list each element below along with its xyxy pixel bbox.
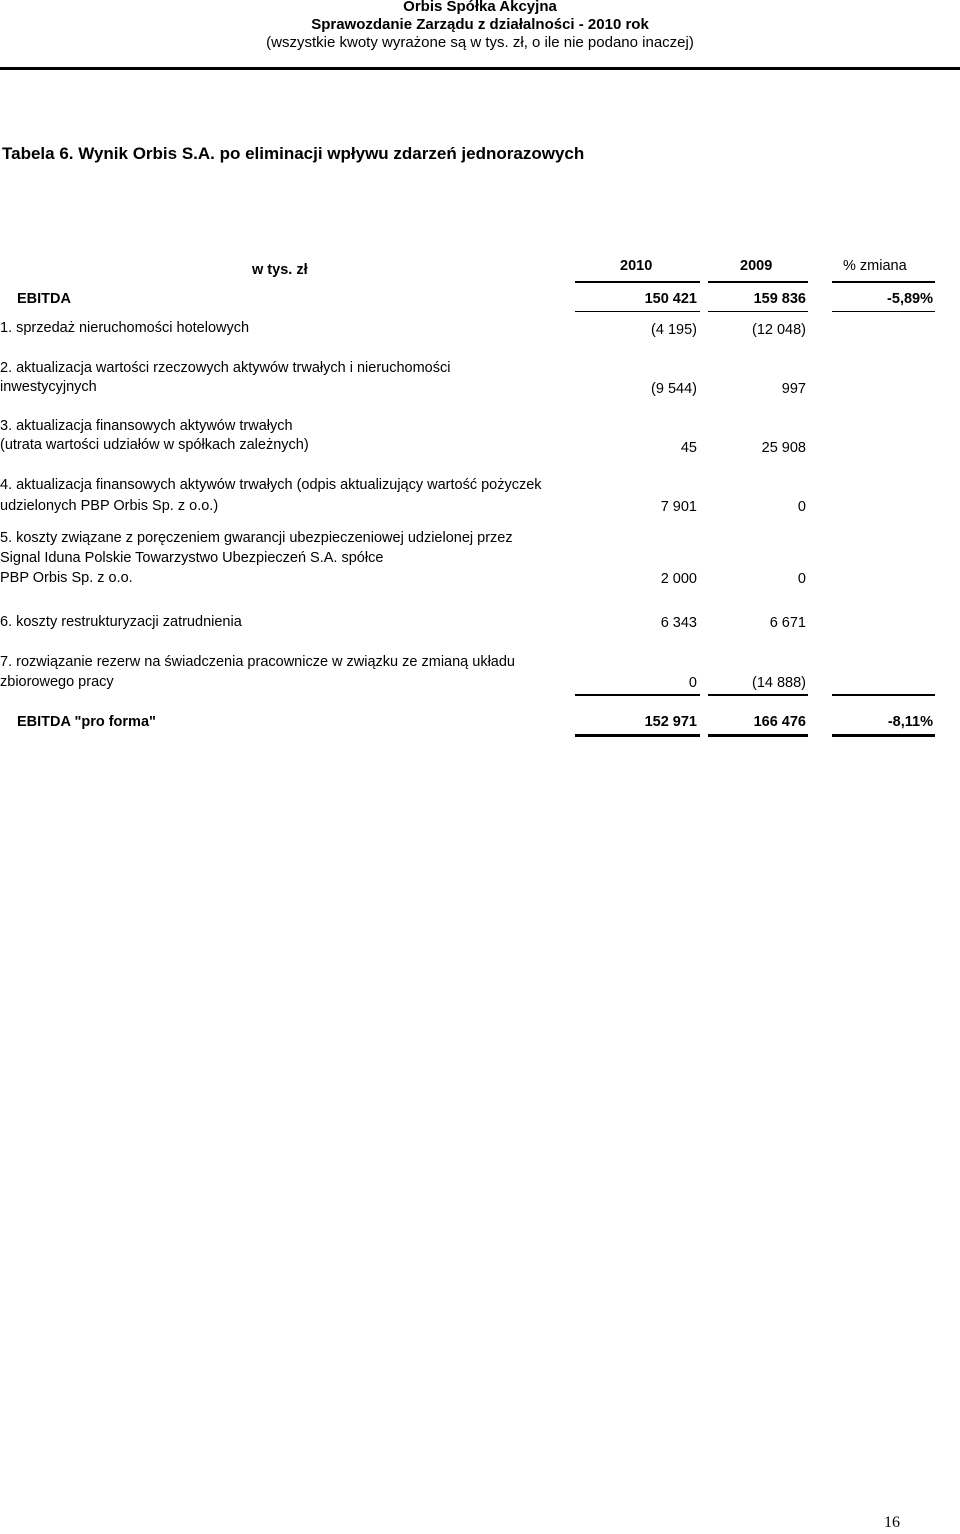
row-label-line: zbiorowego pracy <box>0 674 114 690</box>
row-value-2009: 25 908 <box>761 440 806 456</box>
row-label-line: PBP Orbis Sp. z o.o. <box>0 570 133 586</box>
ebitda-underline-change <box>832 311 935 312</box>
row-label-line: inwestycyjnych <box>0 379 97 395</box>
page-number: 16 <box>884 1514 900 1531</box>
row-value-2009: 997 <box>781 381 806 397</box>
row-label-line: (utrata wartości udziałów w spółkach zależnych) <box>0 437 309 453</box>
row-value-2009: 0 <box>797 499 806 515</box>
header-underline-2010 <box>575 281 700 283</box>
ebitda-pro-forma-change: -8,11% <box>887 714 933 730</box>
year-2009-header: 2009 <box>740 258 773 274</box>
row-label-line: 3. aktualizacja finansowych aktywów trwałych <box>0 418 293 434</box>
row-value-2010: 0 <box>688 675 697 691</box>
ebitda-pro-forma-2010: 152 971 <box>644 714 697 730</box>
row-label-line: 4. aktualizacja finansowych aktywów trwałych (odpis aktualizujący wartość pożyczek <box>0 477 542 493</box>
row-label: 6. koszty restrukturyzacji zatrudnienia <box>0 614 242 630</box>
row-value-2009: 6 671 <box>769 615 806 631</box>
subtotal-underline-2009 <box>708 694 808 696</box>
amounts-note: (wszystkie kwoty wyrażone są w tys. zł, o ile nie podano inaczej) <box>266 34 694 51</box>
total-underline-change <box>832 734 935 737</box>
row-label-line: Signal Iduna Polskie Towarzystwo Ubezpieczeń S.A. spółce <box>0 550 384 566</box>
ebitda-underline-2010 <box>575 311 700 312</box>
ebitda-2010: 150 421 <box>644 291 697 307</box>
year-2010-header: 2010 <box>620 258 653 274</box>
table-title: Tabela 6. Wynik Orbis S.A. po eliminacji wpływu zdarzeń jednorazowych <box>2 144 585 163</box>
unit-header: w tys. zł <box>252 262 308 278</box>
row-value-2009: 0 <box>797 571 806 587</box>
ebitda-underline-2009 <box>708 311 808 312</box>
row-value-2009: (14 888) <box>751 675 806 691</box>
ebitda-pro-forma-label: EBITDA "pro forma" <box>17 714 156 730</box>
company-name: Orbis Spółka Akcyjna <box>403 0 557 15</box>
row-value-2010: (4 195) <box>651 322 697 338</box>
row-label-line: 7. rozwiązanie rezerw na świadczenia pracownicze w związku ze zmianą układu <box>0 654 515 670</box>
row-value-2009: (12 048) <box>751 322 806 338</box>
row-value-2010: 2 000 <box>660 571 697 587</box>
header-rule <box>0 67 960 70</box>
total-underline-2010 <box>575 734 700 737</box>
row-label-line: udzielonych PBP Orbis Sp. z o.o.) <box>0 498 219 514</box>
row-label: 1. sprzedaż nieruchomości hotelowych <box>0 320 250 336</box>
row-label-line: 2. aktualizacja wartości rzeczowych aktywów trwałych i nieruchomości <box>0 360 451 376</box>
ebitda-2009: 159 836 <box>753 291 806 307</box>
total-underline-2009 <box>708 734 808 737</box>
row-value-2010: 7 901 <box>660 499 697 515</box>
row-value-2010: 6 343 <box>660 615 697 631</box>
header-underline-2009 <box>708 281 808 283</box>
ebitda-pro-forma-2009: 166 476 <box>753 714 806 730</box>
ebitda-label: EBITDA <box>17 291 71 307</box>
subtotal-underline-change <box>832 694 935 696</box>
header-underline-change <box>832 281 935 283</box>
row-value-2010: 45 <box>680 440 697 456</box>
change-header: % zmiana <box>843 258 907 274</box>
ebitda-change: -5,89% <box>887 291 933 307</box>
row-value-2010: (9 544) <box>651 381 697 397</box>
row-label-line: 5. koszty związane z poręczeniem gwarancji ubezpieczeniowej udzielonej przez <box>0 530 513 546</box>
report-title: Sprawozdanie Zarządu z działalności - 2010 rok <box>311 16 649 33</box>
subtotal-underline-2010 <box>575 694 700 696</box>
